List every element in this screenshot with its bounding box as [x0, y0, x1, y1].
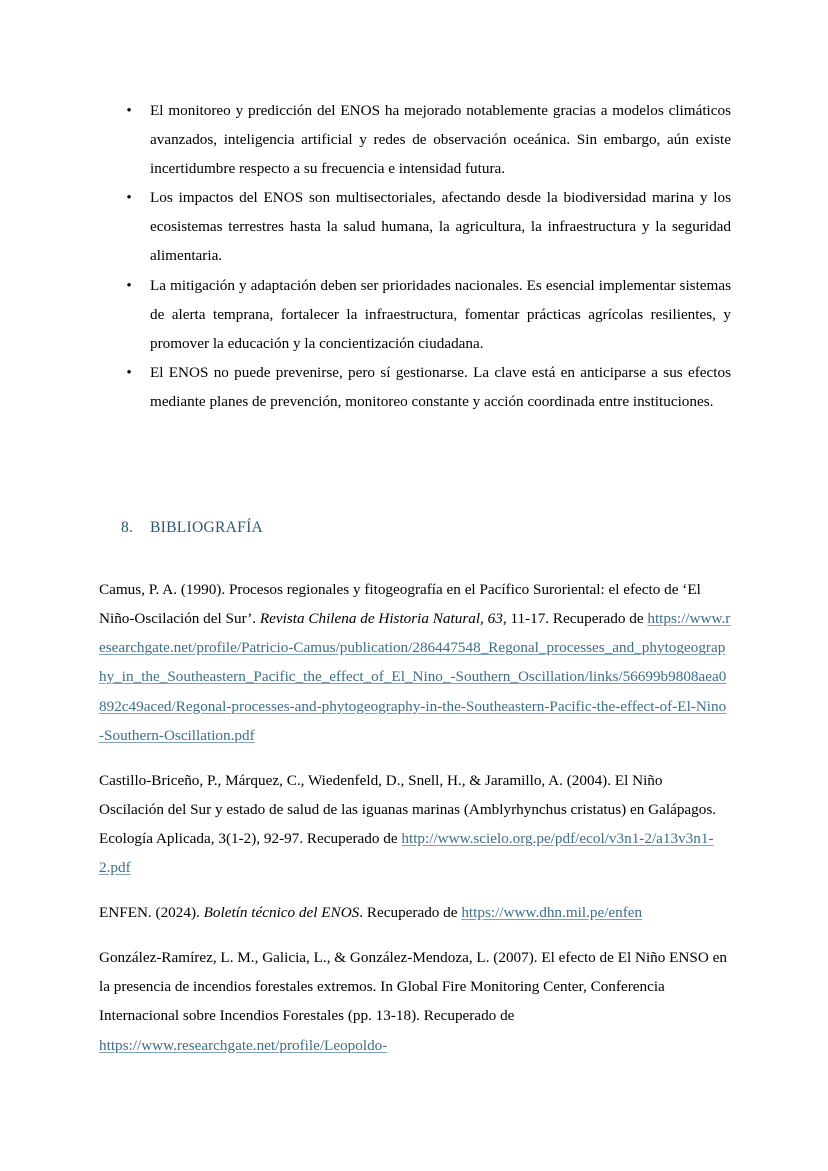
reference-link[interactable]: https://www.researchgate.net/profile/Leopoldo-: [99, 1036, 388, 1054]
bibliography-list: [99, 560, 731, 1075]
reference-italic-title: Revista Chilena de Historia Natural, 63: [259, 610, 503, 628]
reference-italic-title: Boletín técnico del ENOS: [203, 904, 360, 922]
list-item: [99, 271, 731, 358]
reference-entry: [99, 575, 731, 750]
reference-text-middle: . Recuperado de: [359, 904, 462, 922]
section-number: 8.: [121, 519, 134, 536]
bullet-glyph: •: [126, 363, 132, 381]
reference-entry: [99, 943, 731, 1059]
list-item: [99, 358, 731, 416]
list-item-text: El ENOS no puede prevenirse, pero sí gestionarse. La clave está en anticiparse a sus efectos mediante planes de prevención, monitoreo constante y acción coordinada entre instituciones.: [150, 363, 731, 410]
reference-text-before: ENFEN. (2024).: [99, 904, 204, 922]
reference-text-before: Camus, P. A. (1990). Procesos regionales y fitogeografía en el Pacífico Suroriental: el efecto de ‘El Niño-Oscilación del Sur’.: [99, 581, 701, 628]
reference-text-middle: , 11-17. Recuperado de: [502, 610, 648, 628]
list-item-text: La mitigación y adaptación deben ser prioridades nacionales. Es esencial implementar sistemas de alerta temprana, fortalecer la infraestructura, fomentar prácticas agrícolas resilientes, y promover la educación y la concientización ciudadana.: [150, 276, 731, 352]
bullet-glyph: •: [126, 189, 132, 207]
conclusions-bullet-list: [99, 96, 731, 416]
reference-entry: [99, 898, 731, 927]
reference-entry: [99, 766, 731, 882]
reference-link[interactable]: https://www.researchgate.net/profile/Patricio-Camus/publication/286447548_Regonal_processes_and_phytogeography_in_the_Southeastern_Pacific_the_effect_of_El_Nino_-Southern_Oscillation/links/56699b9808aea0892c49aced/Regonal-processes-and-phytogeography-in-the-Southeastern-Pacific-the-effect-of-El-Nino-Southern-Oscillation.pdf: [99, 610, 731, 744]
list-item: [99, 183, 731, 270]
list-item-text: El monitoreo y predicción del ENOS ha mejorado notablemente gracias a modelos climáticos avanzados, inteligencia artificial y redes de observación oceánica. Sin embargo, aún existe incertidumbre respecto a su frecuencia e intensidad futura.: [150, 102, 731, 178]
reference-text-before: Castillo-Briceño, P., Márquez, C., Wiedenfeld, D., Snell, H., & Jaramillo, A. (2004). El Niño Oscilación del Sur y estado de salud de las iguanas marinas (Amblyrhynchus cristatus) en Galápagos. Ecología Aplicada, 3(1-2), 92-97. Recuperado de: [99, 771, 717, 847]
section-title: BIBLIOGRAFÍA: [150, 519, 264, 536]
bullet-glyph: •: [126, 276, 132, 294]
list-item: [99, 96, 731, 183]
reference-text-before: González-Ramírez, L. M., Galicia, L., & González-Mendoza, L. (2007). El efecto de El Niño ENSO en la presencia de incendios forestales extremos. In Global Fire Monitoring Center, Conferencia Internacional sobre Incendios Forestales (pp. 13-18). Recuperado de: [99, 949, 727, 1025]
list-item-text: Los impactos del ENOS son multisectoriales, afectando desde la biodiversidad marina y los ecosistemas terrestres hasta la salud humana, la agricultura, la infraestructura y la seguridad alimentaria.: [150, 189, 731, 265]
reference-link[interactable]: http://www.scielo.org.pe/pdf/ecol/v3n1-2/a13v3n1-2.pdf: [99, 829, 714, 877]
reference-link[interactable]: https://www.dhn.mil.pe/enfen: [461, 904, 643, 922]
bullet-glyph: •: [126, 102, 132, 119]
section-heading-bibliografia: [99, 516, 731, 540]
